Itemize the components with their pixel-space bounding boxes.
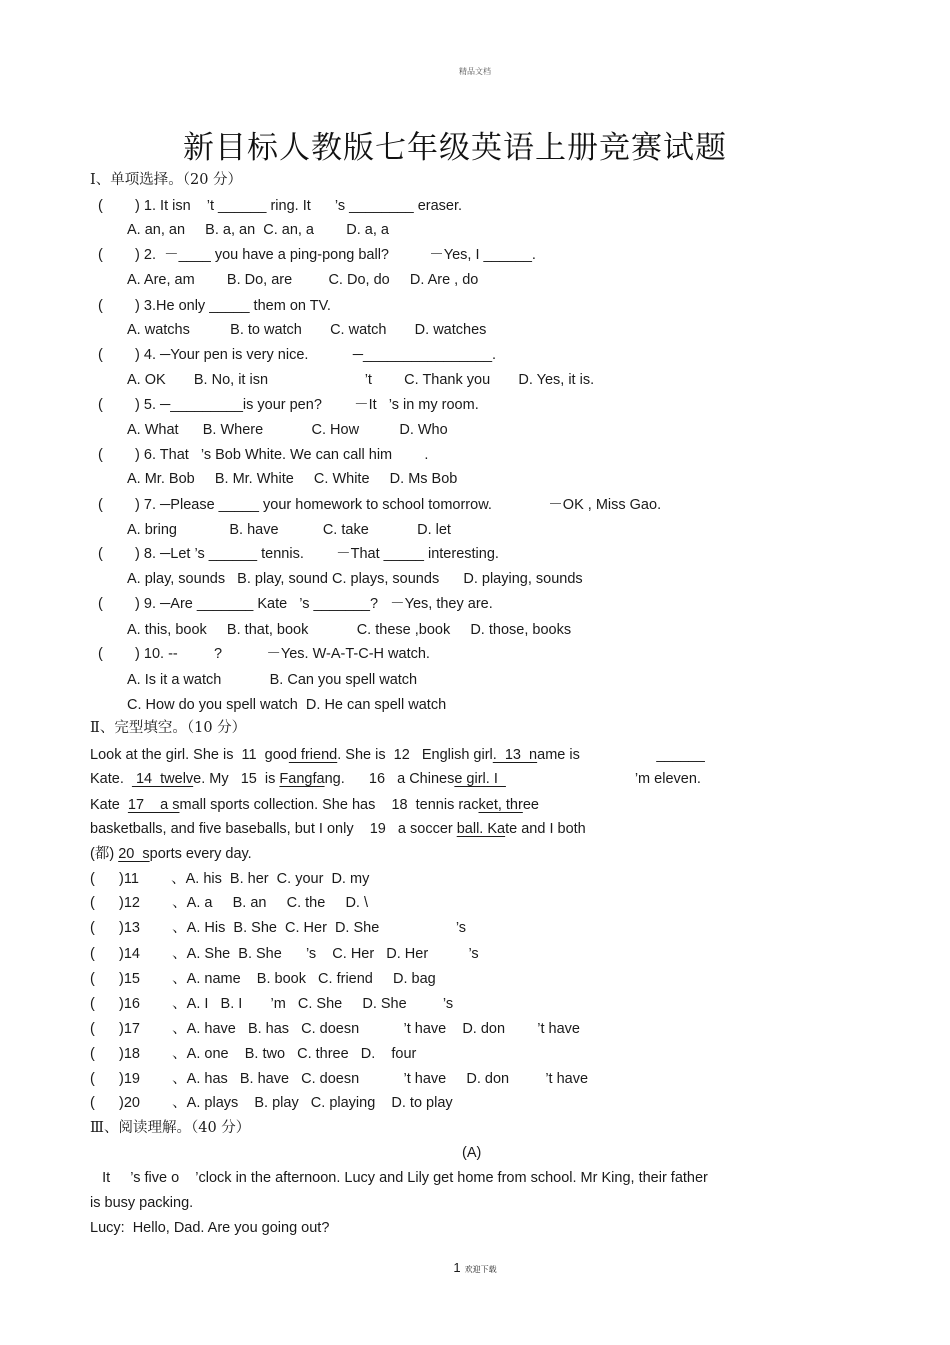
cloze-option-12: ( )12 、A. a B. an C. the D. \ xyxy=(90,895,369,911)
question-3-options: A. watchs B. to watch C. watch D. watches xyxy=(127,322,487,338)
cloze-option-13: ( )13 、A. His B. She C. Her D. She ’s xyxy=(90,920,467,936)
question-6: ( ) 6. That ’s Bob White. We can call him . xyxy=(98,447,429,463)
page-footer xyxy=(0,1260,950,1275)
cloze-option-17: ( )17 、A. have B. has C. doesn ’t have D. don ’t have xyxy=(90,1021,580,1037)
question-9: ( ) 9. ─Are _______ Kate ’s _______? －Yes, they are. xyxy=(98,596,493,612)
section-1-heading: Ⅰ、单项选择。（20 分） xyxy=(90,172,243,188)
cloze-option-20: ( )20 、A. plays B. play C. playing D. to play xyxy=(90,1095,453,1111)
question-7: ( ) 7. ─Please _____ your homework to school tomorrow. －OK , Miss Gao. xyxy=(98,497,662,513)
cloze-option-11: ( )11 、A. his B. her C. your D. my xyxy=(90,871,370,887)
question-9-options: A. this, book B. that, book C. these ,book D. those, books xyxy=(127,622,572,638)
question-2: ( ) 2. －____ you have a ping-pong ball? －Yes, I ______. xyxy=(98,247,536,263)
question-1-options: A. an, an B. a, an C. an, a D. a, a xyxy=(127,222,389,238)
cloze-option-19: ( )19 、A. has B. have C. doesn ’t have D. don ’t have xyxy=(90,1071,589,1087)
footer-note: 欢迎下载 xyxy=(464,1265,497,1274)
passage-line-3: Kate 17 a small sports collection. She has 18 tennis racket, three xyxy=(90,797,539,813)
question-7-options: A. bring B. have C. take D. let xyxy=(127,522,451,538)
question-10-options: A. Is it a watch B. Can you spell watch xyxy=(127,672,418,688)
header-note: 精品文档 xyxy=(459,67,491,76)
question-10-options-extra: C. How do you spell watch D. He can spell watch xyxy=(127,697,447,713)
cloze-option-15: ( )15 、A. name B. book C. friend D. bag xyxy=(90,971,436,987)
question-5: ( ) 5. ─_________is your pen? －It ’s in my room. xyxy=(98,397,479,413)
question-8-options: A. play, sounds B. play, sound C. plays, sounds D. playing, sounds xyxy=(127,571,583,587)
page-number: 1 xyxy=(453,1260,461,1275)
question-4: ( ) 4. ─Your pen is very nice. ─________________. xyxy=(98,347,497,363)
reading-line-3: Lucy: Hello, Dad. Are you going out? xyxy=(90,1220,330,1236)
question-10: ( ) 10. -- ? －Yes. W-A-T-C-H watch. xyxy=(98,646,430,662)
passage-line-4: basketballs, and five baseballs, but I only 19 a soccer ball. Kate and I both xyxy=(90,821,586,837)
section-3-subheading: (A) xyxy=(462,1145,482,1161)
question-2-options: A. Are, am B. Do, are C. Do, do D. Are , do xyxy=(127,272,479,288)
question-6-options: A. Mr. Bob B. Mr. White C. White D. Ms Bob xyxy=(127,471,458,487)
question-3: ( ) 3.He only _____ them on TV. xyxy=(98,298,331,314)
reading-line-2: is busy packing. xyxy=(90,1195,194,1211)
question-4-options: A. OK B. No, it isn ’t C. Thank you D. Yes, it is. xyxy=(127,372,595,388)
cloze-option-14: ( )14 、A. She B. She ’s C. Her D. Her ’s xyxy=(90,946,479,962)
passage-line-2: Kate. 14 twelve. My 15 is Fangfang. 16 a Chinese girl. I ’m eleven. xyxy=(90,771,701,787)
section-2-heading: Ⅱ、完型填空。（10 分） xyxy=(90,720,247,736)
cloze-option-18: ( )18 、A. one B. two C. three D. four xyxy=(90,1046,417,1062)
passage-line-5: (都) 20 sports every day. xyxy=(90,846,252,862)
passage-line-1: Look at the girl. She is 11 good friend. She is 12 English girl. 13 name is ______ xyxy=(90,747,705,763)
page-title: 新目标人教版七年级英语上册竞赛试题 xyxy=(183,130,727,166)
cloze-option-16: ( )16 、A. I B. I ’m C. She D. She ’s xyxy=(90,996,454,1012)
question-8: ( ) 8. ─Let ’s ______ tennis. －That _____ interesting. xyxy=(98,546,499,562)
section-3-heading: Ⅲ、阅读理解。（40 分） xyxy=(90,1120,251,1136)
question-1: ( ) 1. It isn ’t ______ ring. It ’s ________ eraser. xyxy=(98,198,463,214)
reading-line-1: It ’s five o ’clock in the afternoon. Lucy and Lily get home from school. Mr King, their father xyxy=(90,1170,708,1186)
question-5-options: A. What B. Where C. How D. Who xyxy=(127,422,448,438)
